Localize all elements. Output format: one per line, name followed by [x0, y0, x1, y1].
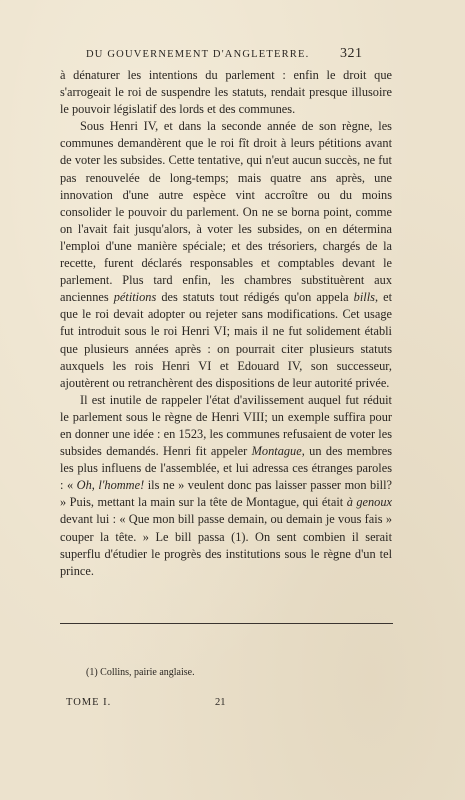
body-text: [60, 67, 392, 580]
italic-run: Oh, l'homme!: [76, 478, 145, 493]
text-run: , un des membres les plus influens de l'assemblée, et lui adressa ces étranges paroles : «: [60, 444, 393, 493]
italic-run: Montague: [251, 444, 302, 459]
text-run: ils ne » veulent donc pas laisser passer mon bill? » Puis, mettant la main sur la tête de Montague, qui était: [60, 478, 392, 510]
running-head: DU GOUVERNEMENT D'ANGLETERRE.: [86, 49, 310, 60]
text-run: , et que le roi devait adopter ou rejeter sans modifications. Cet usage fut introduit sous le roi Henri VI; mais il ne fut solidement établi que plusieurs années après : on pourrait citer plusieurs statuts auxquels les rois Henri VI et Edouard IV, son successeur, ajoutèrent ou retranchèrent des dispositions de leur autorité privée.: [60, 290, 392, 390]
footnote-rule: [60, 623, 393, 624]
italic-run: bills: [353, 290, 375, 305]
paragraph: [60, 67, 392, 118]
text-run: à dénaturer les intentions du parlement : enfin le droit que s'arrogeait le roi de suspendre les statuts, rendait presque illusoire le pouvoir législatif des lords et des communes.: [60, 68, 392, 117]
text-run: Il est inutile de rappeler l'état d'avilissement auquel fut réduit le parlement sous le règne de Henri VIII; un exemple suffira pour en donner une idée : en 1523, les communes refusaient de voter les subsides demandés. Henri fit appeler: [60, 392, 392, 459]
paragraph: [60, 118, 392, 392]
signature-volume: TOME I.: [66, 697, 112, 708]
text-run: des statuts tout rédigés qu'on appela: [156, 290, 354, 305]
italic-run: pétitions: [113, 290, 157, 305]
paragraph: [60, 392, 392, 580]
text-run: Sous Henri IV, et dans la seconde année de son règne, les communes demandèrent que le roi fît droit à leurs pétitions avant de voter les subsides. Cette tentative, qui n'eut aucun succès, ne fut pas renouvelée de long-temps; mais quatre ans après, une innovation d'une autre espèce vint accroître ou du moins consolider le pouvoir du parlement. On ne se borna point, comme on l'avait fait jusqu'alors, à voter les subsides, on en détermina l'emploi d'une manière spéciale; et des trésoriers, chargés de la recette, furent déclarés responsables et comptables devant le parlement. Plus tard enfin, les chambres substituèrent aux anciennes: [60, 119, 392, 305]
text-run: devant lui : « Que mon bill passe demain, ou demain je vous fais » couper la tête. » Le bill passa (1). On sent combien il serait superflu d'étudier le progrès des institutions sous le règne d'un tel prince.: [60, 512, 392, 578]
italic-run: à genoux: [346, 495, 392, 510]
footnote: (1) Collins, pairie anglaise.: [86, 667, 195, 678]
page-number: 321: [340, 46, 363, 61]
signature-sheet-number: 21: [215, 697, 226, 708]
